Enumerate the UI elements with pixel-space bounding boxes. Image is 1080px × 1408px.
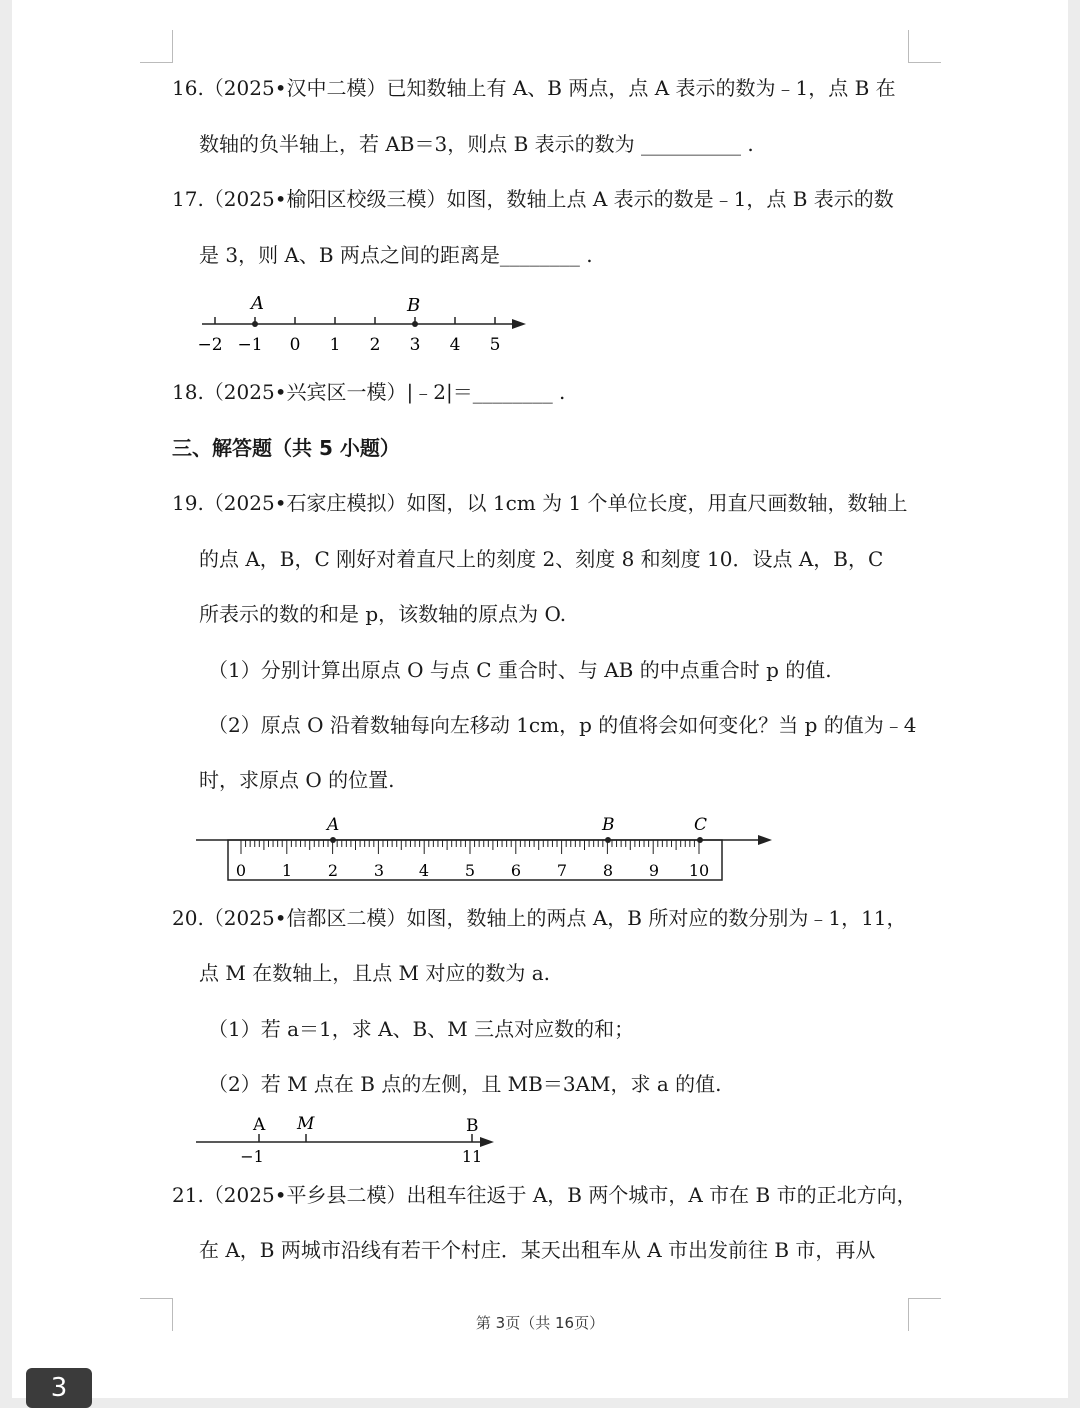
point-b-dot [605,837,611,843]
question-20-part-1: （1）若 a＝1，求 A、B、M 三点对应数的和； [208,1017,635,1041]
question-19-part-2-cont: 时，求原点 O 的位置. [199,768,395,792]
tick-label: 4 [449,335,461,355]
point-a-dot [330,837,336,843]
ruler-label: 10 [688,861,710,880]
point-label-b: B [407,295,421,316]
tick-label: −1 [237,335,263,355]
question-16-line-2: 数轴的负半轴上，若 AB＝3，则点 B 表示的数为 __________ . [199,132,754,156]
question-19-line-2: 的点 A，B，C 刚好对着直尺上的刻度 2、刻度 8 和刻度 10．设点 A，B，C [199,547,884,571]
axis-arrow [758,835,772,845]
axis-arrow [480,1137,494,1147]
point-label-a: A [253,1115,266,1135]
question-20-part-2: （2）若 M 点在 B 点的左侧，且 MB＝3AM，求 a 的值. [208,1072,722,1096]
axis-arrow [512,319,526,329]
ruler-label: 6 [510,861,522,880]
question-18: 18.（2025•兴宾区一模）|﹣2|＝________ . [172,380,566,404]
tick-label: 2 [369,335,381,355]
ruler-label: 1 [281,861,293,880]
question-19-part-1: （1）分别计算出原点 O 与点 C 重合时、与 AB 的中点重合时 p 的值. [208,658,832,682]
question-16-line-1: 16.（2025•汉中二模）已知数轴上有 A、B 两点，点 A 表示的数为﹣1，点 B 在 [172,76,896,100]
ruler-label: 2 [327,861,339,880]
question-19-line-3: 所表示的数的和是 p，该数轴的原点为 O. [199,602,567,626]
point-a-dot [252,321,258,327]
point-label-b: B [466,1116,479,1136]
page-footer: 第 3页（共 16页） [475,1314,605,1332]
tick-label: 5 [489,335,501,355]
question-17-line-2: 是 3，则 A、B 两点之间的距离是________ . [199,243,593,267]
ruler-label: 7 [556,861,568,880]
ruler-label: 3 [373,861,385,880]
number-line-figure-20 [192,1110,502,1166]
ruler-label: 4 [418,861,430,880]
number-line-figure-17 [190,292,540,358]
ruler-label: 0 [235,861,247,880]
tick-label: 3 [409,335,421,355]
point-label-c: C [694,815,708,835]
page-number-badge[interactable]: 3 [26,1368,92,1408]
tick-label: −2 [197,335,223,355]
ruler-label: 5 [464,861,476,880]
question-19-line-1: 19.（2025•石家庄模拟）如图，以 1cm 为 1 个单位长度，用直尺画数轴，数轴上 [172,491,908,515]
point-label-m: M [297,1114,315,1134]
question-17-line-1: 17.（2025•榆阳区校级三模）如图，数轴上点 A 表示的数是﹣1，点 B 表示的数 [172,187,894,211]
crop-mark-top-right [908,30,941,63]
question-21-line-1: 21.（2025•平乡县二模）出租车往返于 A，B 两个城市，A 市在 B 市的正北方向， [172,1183,917,1207]
question-19-part-2: （2）原点 O 沿着数轴每向左移动 1cm，p 的值将会如何变化？当 p 的值为﹣4 [208,713,917,737]
ruler-label: 9 [648,861,660,880]
point-b-dot [412,321,418,327]
question-21-line-2: 在 A，B 两城市沿线有若干个村庄．某天出租车从 A 市出发前往 B 市，再从 [199,1238,876,1262]
point-label-a: A [251,293,264,314]
question-20-line-2: 点 M 在数轴上，且点 M 对应的数为 a. [199,961,551,985]
ruler-label: 8 [602,861,614,880]
tick-label: 0 [289,335,301,355]
point-c-dot [697,837,703,843]
ruler-number-line-figure-19 [192,810,782,885]
point-label-a: A [327,815,340,835]
question-20-line-1: 20.（2025•信都区二模）如图，数轴上的两点 A，B 所对应的数分别为﹣1，11， [172,906,907,930]
crop-mark-top-left [140,30,173,63]
tick-label-a: −1 [240,1147,264,1166]
tick-label: 1 [329,335,341,355]
point-label-b: B [602,815,615,835]
section-heading-3: 三、解答题（共 5 小题） [172,436,400,460]
tick-label-b: 11 [461,1147,483,1166]
ruler-ticks [241,840,699,854]
